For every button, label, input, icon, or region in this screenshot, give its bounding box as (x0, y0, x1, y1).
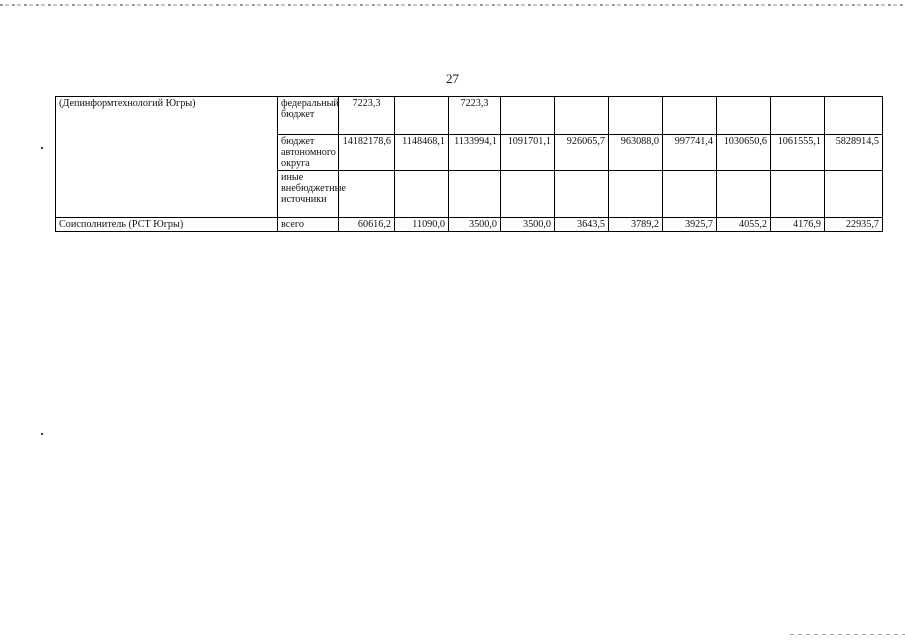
table-cell: 22935,7 (825, 218, 883, 232)
funding-source: федеральный бюджет (278, 97, 339, 135)
table-cell: 1133994,1 (449, 135, 501, 171)
table-cell (825, 171, 883, 218)
table-cell (339, 171, 395, 218)
table-cell: 60616,2 (339, 218, 395, 232)
table-cell (395, 97, 449, 135)
table-cell: 11090,0 (395, 218, 449, 232)
table-cell: 3925,7 (663, 218, 717, 232)
funding-source: иные внебюджетные источники (278, 171, 339, 218)
table-cell (609, 97, 663, 135)
table-cell (717, 97, 771, 135)
funding-source: всего (278, 218, 339, 232)
table-cell: 3500,0 (449, 218, 501, 232)
table-cell: 963088,0 (609, 135, 663, 171)
table-cell (449, 171, 501, 218)
table-cell (663, 171, 717, 218)
table-cell: 997741,4 (663, 135, 717, 171)
margin-dot (41, 147, 43, 149)
table-cell: 4055,2 (717, 218, 771, 232)
table-cell: 5828914,5 (825, 135, 883, 171)
executor-name: Соисполнитель (РСТ Югры) (56, 218, 278, 232)
table-cell (501, 97, 555, 135)
table-cell: 1091701,1 (501, 135, 555, 171)
executor-name: (Депинформтехнологий Югры) (56, 97, 278, 218)
table-cell: 7223,3 (449, 97, 501, 135)
table-row (56, 218, 883, 232)
table-cell (609, 171, 663, 218)
table-cell: 3789,2 (609, 218, 663, 232)
table-cell (825, 97, 883, 135)
table-cell (771, 97, 825, 135)
table-cell (717, 171, 771, 218)
table-cell (555, 97, 609, 135)
table-cell: 3500,0 (501, 218, 555, 232)
scan-artifact-line (0, 4, 905, 6)
table-cell: 7223,3 (339, 97, 395, 135)
table-cell (771, 171, 825, 218)
table-cell: 1061555,1 (771, 135, 825, 171)
table-cell: 926065,7 (555, 135, 609, 171)
table-cell: 4176,9 (771, 218, 825, 232)
table-cell (555, 171, 609, 218)
table-row (56, 97, 883, 135)
budget-table (55, 96, 883, 232)
funding-source: бюджет автономного округа (278, 135, 339, 171)
table-cell: 1030650,6 (717, 135, 771, 171)
table-cell: 3643,5 (555, 218, 609, 232)
table-cell (395, 171, 449, 218)
table-cell (501, 171, 555, 218)
table-cell (663, 97, 717, 135)
margin-dot (41, 433, 43, 435)
table-cell: 14182178,6 (339, 135, 395, 171)
table-cell: 1148468,1 (395, 135, 449, 171)
scan-artifact-mark (790, 634, 905, 635)
page-number: 27 (446, 71, 459, 86)
